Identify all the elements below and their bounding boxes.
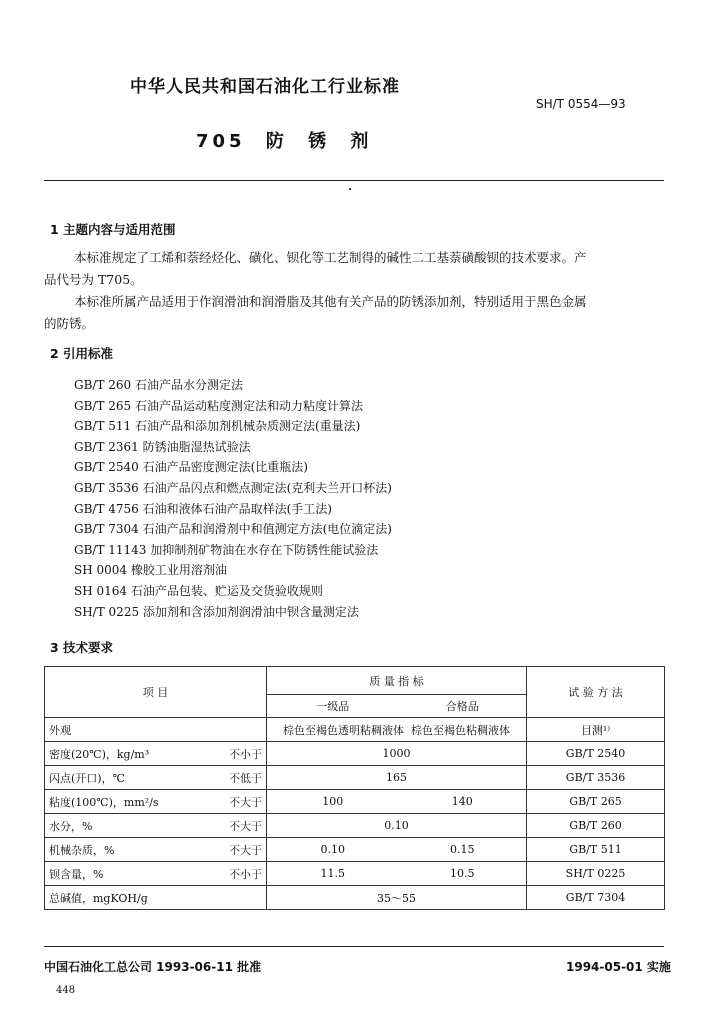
- section-2-heading: 2 引用标准: [50, 346, 114, 361]
- row-item: 机械杂质，%: [45, 838, 205, 862]
- standard-title: 中华人民共和国石油化工行业标准: [130, 77, 400, 97]
- section-1-heading: 1 主题内容与适用范围: [50, 222, 176, 237]
- row-value-grade1: 100: [267, 790, 399, 814]
- reference-item: GB/T 4756 石油和液体石油产品取样法(手工法): [74, 501, 332, 516]
- row-method: GB/T 260: [527, 814, 665, 838]
- reference-item: SH/T 0225 添加剂和含添加剂润滑油中钡含量测定法: [74, 604, 359, 619]
- reference-item: GB/T 7304 石油产品和润滑剂中和值测定方法(电位滴定法): [74, 522, 392, 537]
- row-item: 总碱值，mgKOH/g: [45, 886, 205, 910]
- row-method: GB/T 7304: [527, 886, 665, 910]
- reference-item: SH 0164 石油产品包装、贮运及交货验收规则: [74, 583, 323, 598]
- row-method: GB/T 3536: [527, 766, 665, 790]
- header-rule: [44, 180, 664, 181]
- row-limit: 不小于: [205, 742, 267, 766]
- row-item: 闪点(开口)，℃: [45, 766, 205, 790]
- row-item: 粘度(100℃)，mm²/s: [45, 790, 205, 814]
- table-header-quality: 质 量 指 标: [267, 667, 527, 695]
- table-row: [45, 718, 665, 742]
- row-value: 1000: [267, 742, 527, 766]
- row-value: 165: [267, 766, 527, 790]
- reference-item: GB/T 3536 石油产品闪点和燃点测定法(克利夫兰开口杯法): [74, 480, 392, 495]
- row-value: [267, 718, 527, 742]
- row-item: 外观: [45, 718, 205, 742]
- row-value-grade2: 10.5: [399, 862, 527, 886]
- reference-item: GB/T 11143 加抑制剂矿物油在水存在下防锈性能试验法: [74, 542, 379, 557]
- table-header-grade2: 合格品: [399, 695, 527, 718]
- row-method: GB/T 265: [527, 790, 665, 814]
- approval-line: 中国石油化工总公司 1993-06-11 批准: [44, 960, 262, 974]
- row-value-grade1: 0.10: [267, 838, 399, 862]
- table-header-method: 试 验 方 法: [527, 667, 665, 718]
- section-1-para2-line2: 的防锈。: [44, 316, 95, 331]
- reference-item: GB/T 265 石油产品运动粘度测定法和动力粘度计算法: [74, 398, 363, 413]
- row-method: GB/T 511: [527, 838, 665, 862]
- reference-item: GB/T 2540 石油产品密度测定法(比重瓶法): [74, 460, 308, 475]
- table-row: [45, 862, 665, 886]
- table-row: [45, 886, 665, 910]
- row-value-grade2: 140: [399, 790, 527, 814]
- table-row: [45, 814, 665, 838]
- table-row: [45, 766, 665, 790]
- row-method: GB/T 2540: [527, 742, 665, 766]
- row-limit: 不大于: [205, 814, 267, 838]
- table-header-grade1: 一级品: [267, 695, 399, 718]
- spec-table: [44, 666, 665, 910]
- row-limit: [205, 886, 267, 910]
- row-method: SH/T 0225: [527, 862, 665, 886]
- table-row: [45, 742, 665, 766]
- row-value-grade2: 棕色至褐色粘稠液体: [411, 723, 510, 737]
- rule-dot: [349, 188, 351, 190]
- section-1-para1-line1: 本标准规定了工烯和萘经烃化、磺化、钡化等工艺制得的碱性二工基萘磺酸钡的技术要求。产: [74, 250, 587, 265]
- document-title: 705 防 锈 剂: [196, 131, 373, 152]
- section-3-heading: 3 技术要求: [50, 640, 114, 655]
- row-value-grade2: 0.15: [399, 838, 527, 862]
- section-1-para1-line2: 品代号为 T705。: [44, 272, 143, 287]
- row-item: 钡含量，%: [45, 862, 205, 886]
- row-value-grade1: 11.5: [267, 862, 399, 886]
- row-limit: 不大于: [205, 790, 267, 814]
- row-value: 35～55: [267, 886, 527, 910]
- section-1-para2-line1: 本标准所属产品适用于作润滑油和润滑脂及其他有关产品的防锈添加剂，特别适用于黑色金属: [74, 294, 587, 309]
- table-row: [45, 838, 665, 862]
- row-value-grade1: 棕色至褐色透明粘稠液体: [283, 723, 404, 737]
- page-number: 448: [56, 985, 76, 996]
- row-limit: 不低于: [205, 766, 267, 790]
- reference-item: GB/T 2361 防锈油脂湿热试验法: [74, 439, 251, 454]
- row-method: 目测¹⁾: [527, 718, 665, 742]
- reference-item: SH 0004 橡胶工业用溶剂油: [74, 563, 227, 578]
- reference-item: GB/T 511 石油产品和添加剂机械杂质测定法(重量法): [74, 419, 361, 434]
- reference-item: GB/T 260 石油产品水分测定法: [74, 378, 243, 392]
- effective-date: 1994-05-01 实施: [566, 960, 671, 974]
- row-item: 密度(20℃)，kg/m³: [45, 742, 205, 766]
- row-value: 0.10: [267, 814, 527, 838]
- footer-rule: [44, 946, 664, 947]
- table-row: [45, 790, 665, 814]
- row-limit: 不小于: [205, 862, 267, 886]
- standard-code: SH/T 0554—93: [536, 97, 626, 111]
- reference-list: [74, 375, 392, 622]
- table-header-item: 项 目: [45, 667, 267, 718]
- row-limit: 不大于: [205, 838, 267, 862]
- row-item: 水分，%: [45, 814, 205, 838]
- row-limit: [205, 718, 267, 742]
